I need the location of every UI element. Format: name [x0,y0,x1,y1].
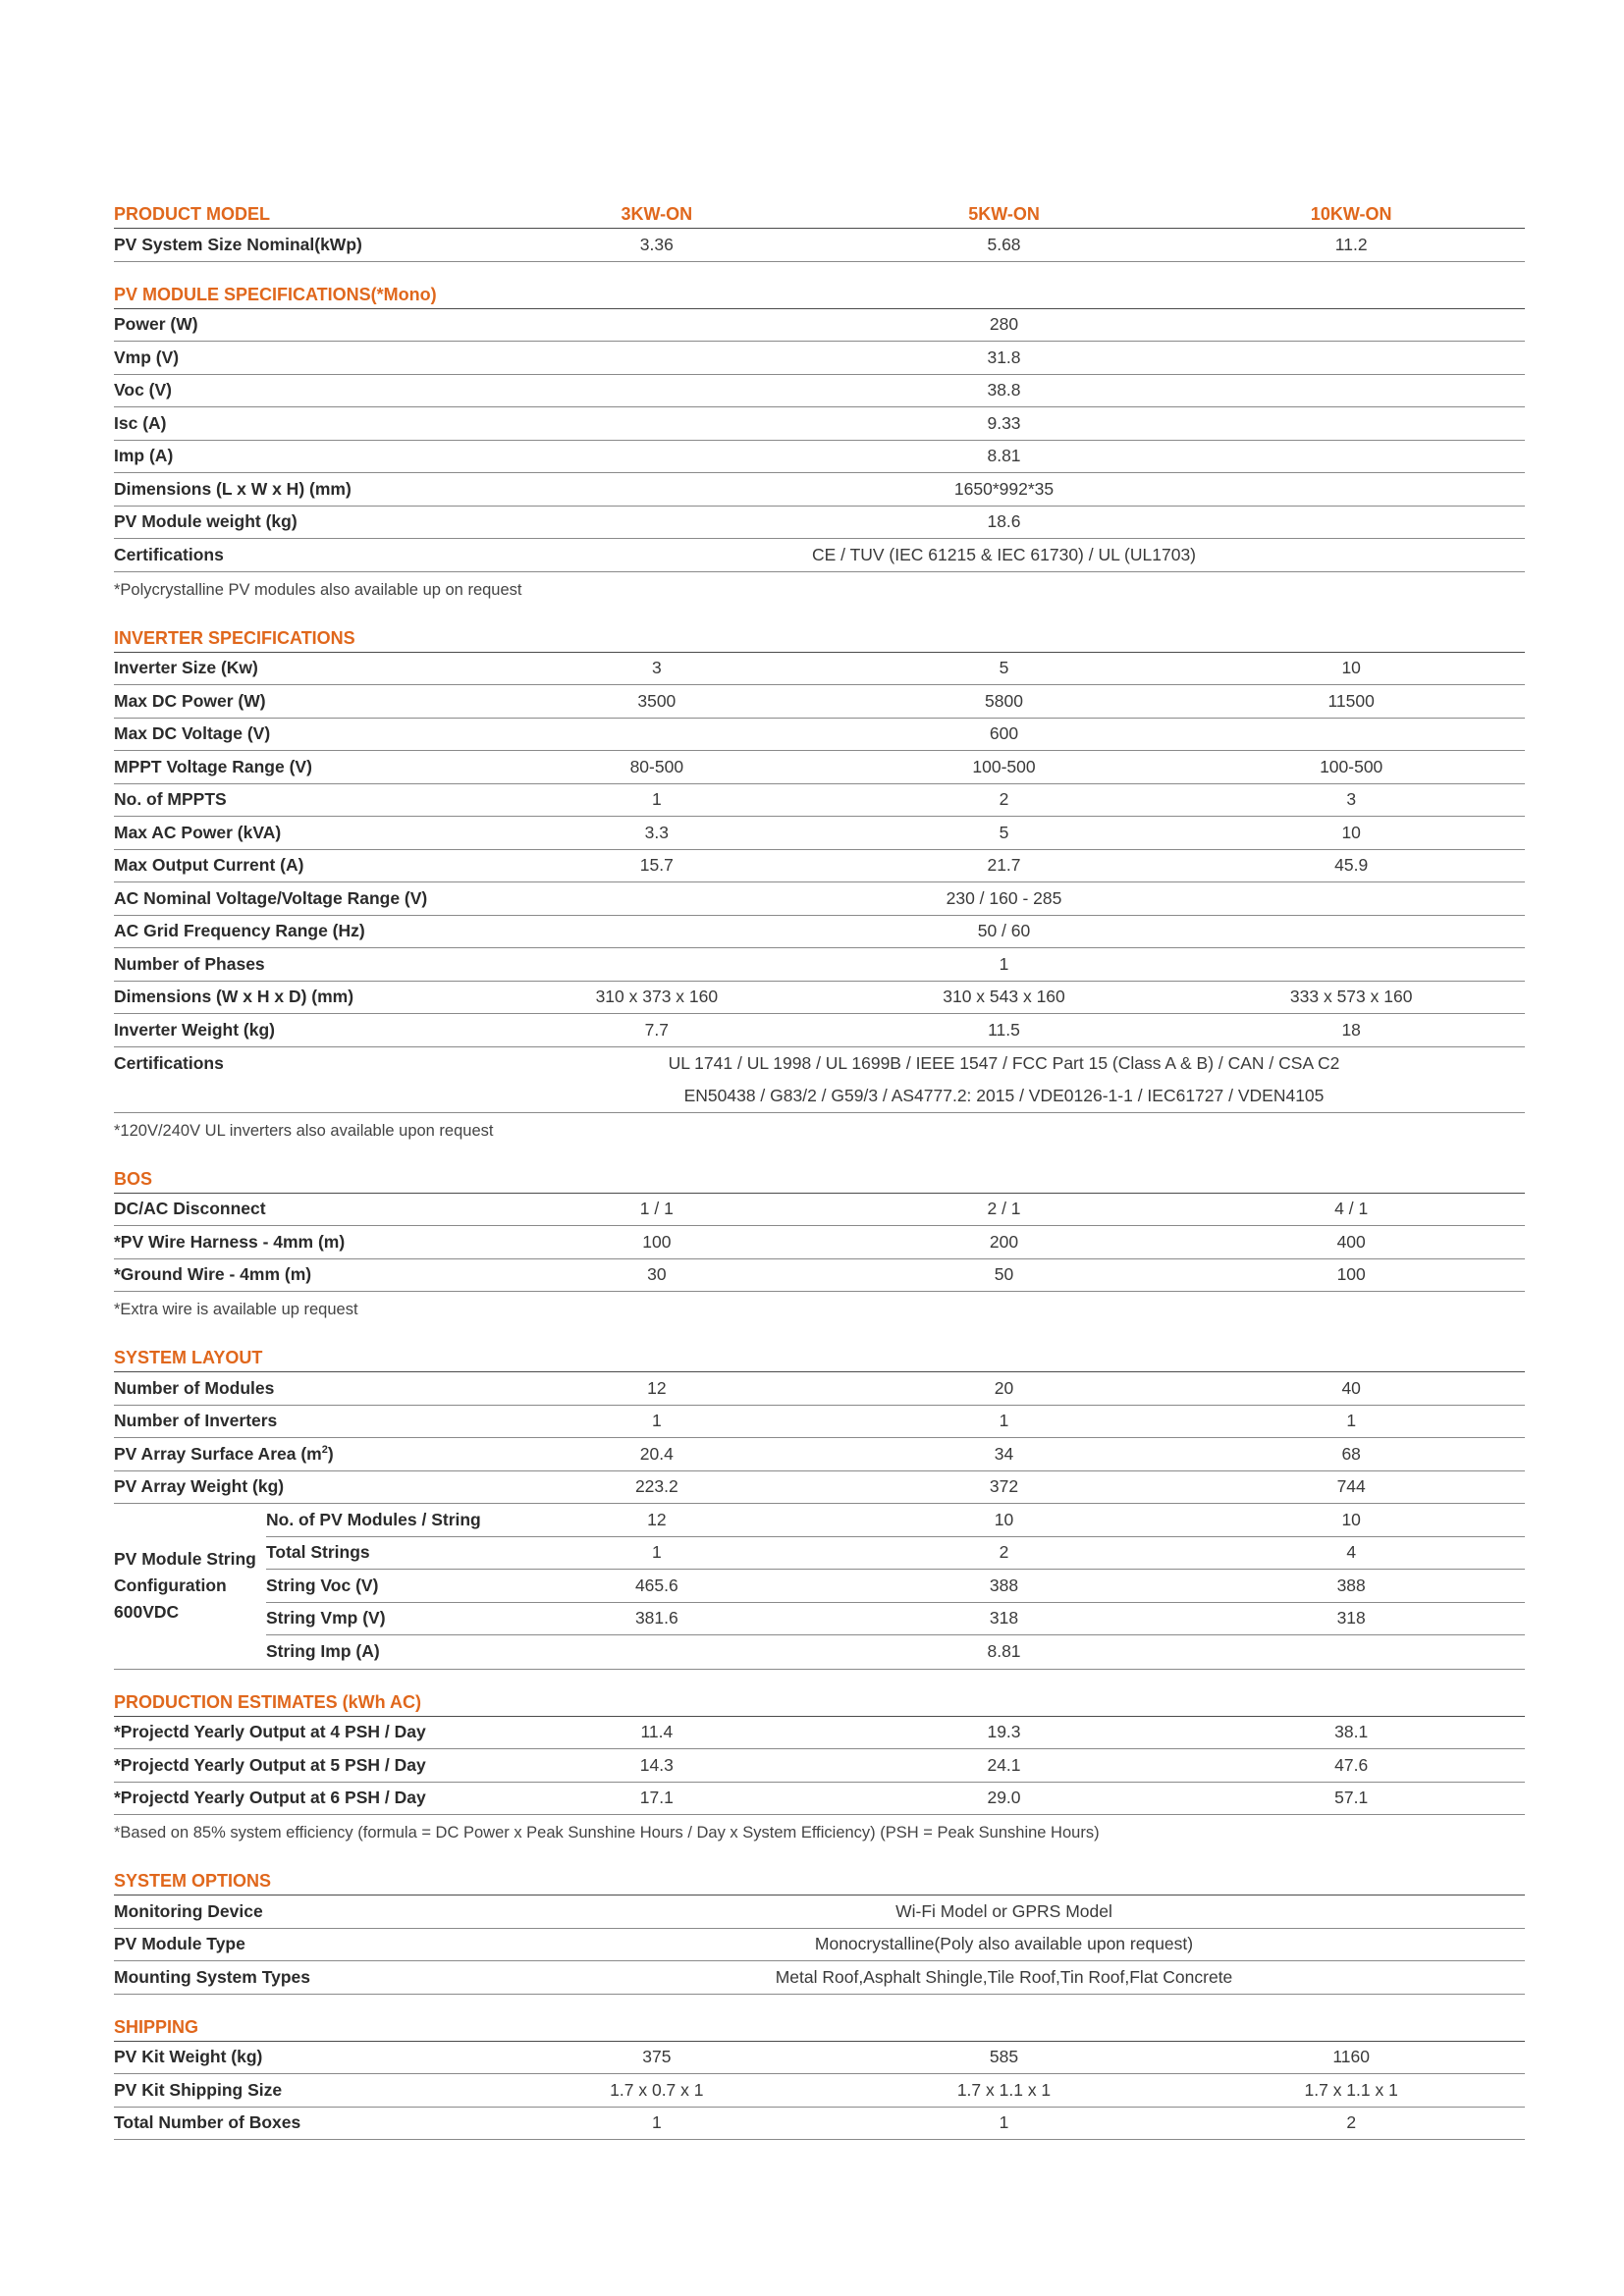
cell: 8.81 [987,446,1021,466]
table-row [114,850,1525,883]
cell: 38.1 [1334,1722,1369,1742]
cell: 100 [642,1231,672,1252]
cell: 68 [1341,1443,1361,1464]
row-label: Imp (A) [114,446,174,466]
cell: 10 [1341,1509,1361,1529]
table-row [114,229,1525,262]
row-label: AC Nominal Voltage/Voltage Range (V) [114,887,428,908]
table-row [266,1603,1525,1636]
table-row [114,342,1525,375]
table-row [266,1504,1525,1537]
row-label: PV System Size Nominal(kWp) [114,234,362,254]
inverter-section-title: INVERTER SPECIFICATIONS [114,623,1525,653]
cell: 20 [994,1377,1014,1398]
row-label: PV Module Type [114,1934,245,1954]
model-3kw: 3KW-ON [621,204,693,224]
cell: 7.7 [644,1019,669,1040]
row-label: String Vmp (V) [266,1608,386,1629]
cell: 10 [1341,822,1361,842]
production-rows [114,1717,1525,1816]
row-label: Dimensions (W x H x D) (mm) [114,987,354,1007]
cell: 19.3 [987,1722,1021,1742]
row-label: Inverter Weight (kg) [114,1019,276,1040]
cell: 18.6 [987,511,1021,532]
row-label: PV Kit Weight (kg) [114,2047,263,2067]
cell: 100-500 [1320,756,1383,776]
cert-line-2: EN50438 / G83/2 / G59/3 / AS4777.2: 2015 / VDE0126-1-1 / IEC61727 / VDEN4105 [683,1085,1325,1105]
bos-note: *Extra wire is available up request [114,1301,358,1318]
cell: 18 [1341,1019,1361,1040]
bos-section-title: BOS [114,1164,1525,1194]
cell: 3 [651,658,662,678]
string-config-rows [266,1504,1525,1669]
pv-module-rows [114,309,1525,572]
inverter-note: *120V/240V UL inverters also available upon request [114,1121,494,1140]
cell: 3.3 [644,822,669,842]
cell: Monocrystalline(Poly also available upon request) [814,1934,1194,1954]
cell: 3 [1346,789,1357,810]
table-row [114,539,1525,572]
cell: 381.6 [634,1608,678,1629]
table-row [114,1372,1525,1406]
cell: 1 [651,789,662,810]
cell: 600 [989,723,1019,744]
cell: 21.7 [987,855,1021,876]
row-label: Number of Phases [114,953,265,974]
row-label: Power (W) [114,314,198,335]
bos-rows [114,1194,1525,1293]
table-row [114,2042,1525,2075]
row-label: Max AC Power (kVA) [114,822,282,842]
cell: 24.1 [987,1754,1021,1775]
row-label: Monitoring Device [114,1900,263,1921]
table-row [114,1406,1525,1439]
table-row [114,1259,1525,1293]
table-row [114,1014,1525,1047]
row-label: PV Array Weight (kg) [114,1476,285,1497]
row-label: Number of Modules [114,1377,275,1398]
inverter-rows [114,653,1525,1047]
row-label: *Projectd Yearly Output at 4 PSH / Day [114,1722,426,1742]
row-label: *Projectd Yearly Output at 6 PSH / Day [114,1788,426,1808]
cell [483,1047,1525,1112]
cell: 10 [1341,658,1361,678]
table-row [114,916,1525,949]
cell: 375 [642,2047,672,2067]
row-label: Max DC Power (W) [114,690,266,711]
cell: 5.68 [987,234,1021,254]
cert-line-1: UL 1741 / UL 1998 / UL 1699B / IEEE 1547 / FCC Part 15 (Class A & B) / CAN / CSA C2 [668,1052,1340,1073]
production-note: *Based on 85% system efficiency (formula = DC Power x Peak Sunshine Hours / Day x System Efficiency) (PSH = Peak Sunshine Hours) [114,1824,1100,1842]
cell: 2 [999,1542,1009,1563]
row-label: *Ground Wire - 4mm (m) [114,1264,312,1285]
cell: Metal Roof,Asphalt Shingle,Tile Roof,Tin Roof,Flat Concrete [775,1966,1233,1987]
row-label: Isc (A) [114,412,167,433]
cell: 38.8 [987,380,1021,400]
cell: 1.7 x 1.1 x 1 [956,2079,1052,2100]
cell: 388 [1336,1575,1366,1595]
spec-sheet [114,199,1525,2140]
cell: 11.5 [988,1019,1020,1040]
table-row [114,507,1525,540]
layout-section-title: SYSTEM LAYOUT [114,1343,1525,1372]
cell: 57.1 [1334,1788,1369,1808]
row-label: PV Kit Shipping Size [114,2079,283,2100]
pv-module-note: *Polycrystalline PV modules also available up on request [114,580,522,599]
cell: 11500 [1327,690,1375,711]
cell: 11.2 [1334,234,1368,254]
row-label: PV Array Surface Area $(m^2)$ [114,1443,334,1464]
cell: 50 [994,1264,1014,1285]
cell: 5800 [985,690,1023,711]
cell: 100 [1336,1264,1366,1285]
cell: 230 / 160 - 285 [946,887,1062,908]
cell: 1 [999,1411,1009,1431]
cell: 11.4 [640,1722,674,1742]
model-10kw: 10KW-ON [1310,204,1392,224]
cell: 400 [1336,1231,1366,1252]
production-section-title: PRODUCTION ESTIMATES (kWh AC) [114,1687,1525,1717]
row-label: String Imp (A) [266,1641,380,1662]
table-row [114,441,1525,474]
cell: 318 [1336,1608,1366,1629]
string-configuration-block [114,1504,1525,1670]
cell: 45.9 [1334,855,1369,876]
cell: 100-500 [972,756,1036,776]
cell: 310 x 543 x 160 [943,987,1065,1007]
table-row [114,982,1525,1015]
string-config-label: PV Module String Configuration 600VDC [114,1549,256,1623]
cell: 465.6 [634,1575,678,1595]
cell: 30 [647,1264,667,1285]
cell: 3500 [637,690,677,711]
table-row [114,1749,1525,1783]
table-row [266,1570,1525,1603]
table-row [114,653,1525,686]
table-row [114,1717,1525,1750]
cell: 1 [651,2112,662,2133]
cell: 744 [1336,1476,1366,1497]
cell: 17.1 [639,1788,674,1808]
cell: 1160 [1332,2047,1370,2067]
row-label: String Voc (V) [266,1575,379,1595]
cell: 9.33 [987,412,1021,433]
cell: 80-500 [629,756,684,776]
product-model-label: PRODUCT MODEL [114,204,270,224]
cell: 585 [989,2047,1019,2067]
row-label: Voc (V) [114,380,172,400]
options-rows [114,1896,1525,1995]
cell: 40 [1341,1377,1361,1398]
cell: CE / TUV (IEC 61215 & IEC 61730) / UL (UL1703) [811,544,1196,564]
cell: 29.0 [987,1788,1021,1808]
table-row [114,1194,1525,1227]
cell: 1.7 x 1.1 x 1 [1304,2079,1398,2100]
options-section-title: SYSTEM OPTIONS [114,1866,1525,1896]
cell: 15.7 [639,855,674,876]
product-model-header [114,199,1525,229]
cell: 8.81 [987,1641,1021,1662]
cell: 200 [989,1231,1019,1252]
cell: 31.8 [987,347,1021,367]
table-row [114,1783,1525,1816]
row-label: Max DC Voltage (V) [114,723,271,744]
cell: 310 x 373 x 160 [595,987,719,1007]
row-label: Inverter Size (Kw) [114,658,258,678]
table-row [114,751,1525,784]
cell: 318 [989,1608,1019,1629]
cell: 2 [1346,2112,1357,2133]
cell: 14.3 [639,1754,674,1775]
cell: 3.36 [639,234,674,254]
cell: 20.4 [639,1443,674,1464]
row-label: PV Module weight (kg) [114,511,298,532]
cell: 1.7 x 0.7 x 1 [610,2079,704,2100]
row-label: Total Number of Boxes [114,2112,301,2133]
row-label: Total Strings [266,1542,370,1563]
cell: 372 [989,1476,1019,1497]
table-row [114,407,1525,441]
table-row [114,309,1525,343]
pv-module-section-title: PV MODULE SPECIFICATIONS(*Mono) [114,280,1525,309]
table-row [114,1438,1525,1471]
model-5kw: 5KW-ON [968,204,1040,224]
row-label: Dimensions (L x W x H) (mm) [114,478,352,499]
shipping-section-title: SHIPPING [114,2012,1525,2042]
cell: 2 [999,789,1009,810]
cell: 388 [989,1575,1019,1595]
row-label: Vmp (V) [114,347,180,367]
layout-rows [114,1372,1525,1504]
table-row [114,685,1525,719]
cell: 5 [999,658,1009,678]
row-label: Certifications [114,544,224,564]
cell: 4 / 1 [1334,1199,1369,1219]
row-label: *Projectd Yearly Output at 5 PSH / Day [114,1754,426,1775]
cell: 34 [994,1443,1014,1464]
table-row [266,1635,1525,1669]
row-label: MPPT Voltage Range (V) [114,756,312,776]
row-label: No. of MPPTS [114,789,227,810]
row-label: Number of Inverters [114,1411,278,1431]
table-row [114,948,1525,982]
table-row [114,2108,1525,2141]
row-label: Max Output Current (A) [114,855,304,876]
row-label: Certifications [114,1052,224,1073]
cell: 47.6 [1334,1754,1369,1775]
cell: 12 [647,1377,667,1398]
cell: 10 [994,1509,1014,1529]
table-row [114,375,1525,408]
row-label: AC Grid Frequency Range (Hz) [114,921,365,941]
shipping-rows [114,2042,1525,2141]
cell: 223.2 [634,1476,678,1497]
table-row [266,1537,1525,1571]
cell: 4 [1346,1542,1357,1563]
row-label: *PV Wire Harness - 4mm (m) [114,1231,346,1252]
table-row [114,882,1525,916]
cell: 5 [999,822,1009,842]
cell: 333 x 573 x 160 [1289,987,1413,1007]
cell: 280 [989,314,1019,335]
row-label: No. of PV Modules / String [266,1509,481,1529]
table-row [114,1961,1525,1995]
cell: 12 [647,1509,667,1529]
table-row [114,2074,1525,2108]
cell: 50 / 60 [977,921,1031,941]
table-row [114,1471,1525,1505]
inverter-certifications-row [114,1047,1525,1113]
table-row [114,784,1525,818]
cell: Wi-Fi Model or GPRS Model [895,1900,1112,1921]
cell: 1 [651,1542,662,1563]
cell: 1 [1346,1411,1357,1431]
table-row [114,1896,1525,1929]
row-label: Mounting System Types [114,1966,310,1987]
table-row [114,1226,1525,1259]
cell: 2 / 1 [987,1199,1021,1219]
cell: 1650*992*35 [953,478,1055,499]
table-row [114,473,1525,507]
cell: 1 [999,953,1009,974]
table-row [114,817,1525,850]
row-label: DC/AC Disconnect [114,1199,266,1219]
table-row [114,1929,1525,1962]
table-row [114,719,1525,752]
cell: 1 [999,2112,1009,2133]
cell: 1 [651,1411,662,1431]
cell: 1 / 1 [639,1199,674,1219]
